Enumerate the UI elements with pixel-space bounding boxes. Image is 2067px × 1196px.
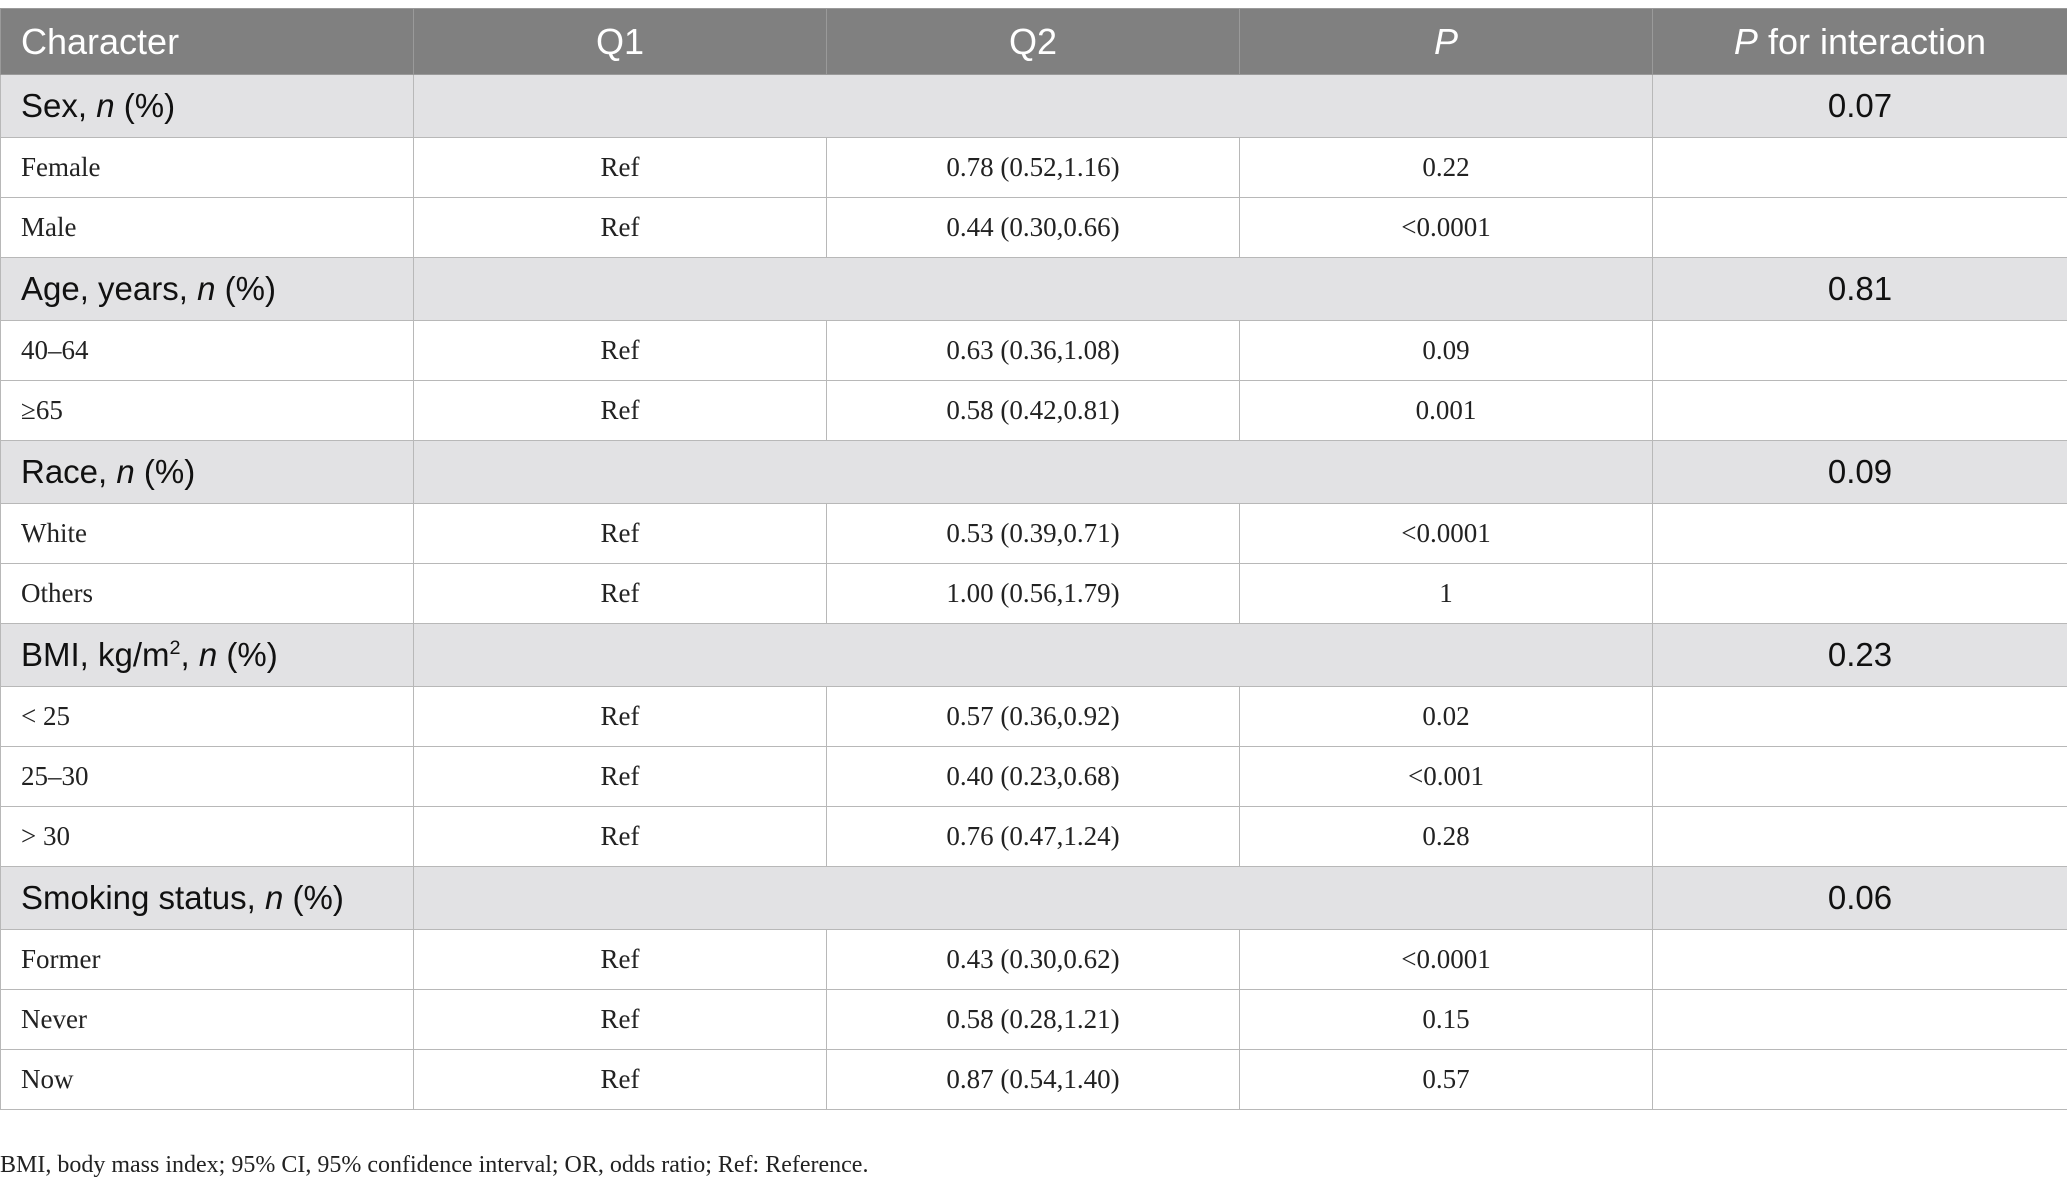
row-label: White [1, 504, 414, 564]
row-p-value: 0.57 [1240, 1050, 1653, 1110]
group-header-row [1, 867, 2067, 930]
row-q2-value: 0.87 (0.54,1.40) [827, 1050, 1240, 1110]
row-p-value: <0.0001 [1240, 198, 1653, 258]
header-p-interaction-text: for interaction [1757, 20, 1987, 62]
table-row [1, 747, 2067, 807]
header-character: Character [1, 9, 414, 75]
group-label-suffix: (%) [134, 453, 196, 490]
group-empty-span-cell [414, 75, 1653, 138]
row-q2-value: 0.63 (0.36,1.08) [827, 321, 1240, 381]
row-q2-value: 0.58 (0.42,0.81) [827, 381, 1240, 441]
group-empty-span-cell [414, 258, 1653, 321]
row-label: Others [1, 564, 414, 624]
group-label-suffix: (%) [114, 87, 176, 124]
row-q1-value: Ref [414, 747, 827, 807]
header-p [1240, 9, 1653, 75]
row-q1-value: Ref [414, 381, 827, 441]
row-p-interaction-empty [1653, 807, 2067, 867]
row-label: ≥65 [1, 381, 414, 441]
row-label: 25–30 [1, 747, 414, 807]
row-q1-value: Ref [414, 198, 827, 258]
row-p-value: <0.001 [1240, 747, 1653, 807]
row-p-interaction-empty [1653, 687, 2067, 747]
row-q1-value: Ref [414, 807, 827, 867]
row-label: < 25 [1, 687, 414, 747]
row-p-interaction-empty [1653, 930, 2067, 990]
row-q2-value: 0.44 (0.30,0.66) [827, 198, 1240, 258]
subgroup-analysis-table [0, 8, 2067, 1110]
group-label-suffix: (%) [283, 879, 344, 916]
row-q2-value: 0.40 (0.23,0.68) [827, 747, 1240, 807]
group-p-interaction: 0.81 [1653, 258, 2067, 321]
row-p-interaction-empty [1653, 1050, 2067, 1110]
group-label-prefix: BMI, kg/m [21, 636, 170, 673]
row-q1-value: Ref [414, 138, 827, 198]
group-label-prefix: Age, years, [21, 270, 198, 307]
row-q2-value: 0.43 (0.30,0.62) [827, 930, 1240, 990]
group-label-suffix: (%) [217, 636, 278, 673]
row-p-value: <0.0001 [1240, 504, 1653, 564]
table-header-row [1, 9, 2067, 75]
row-label: Male [1, 198, 414, 258]
header-p-interaction [1653, 9, 2067, 75]
row-q1-value: Ref [414, 930, 827, 990]
table-row [1, 564, 2067, 624]
row-p-value: 1 [1240, 564, 1653, 624]
group-header-row [1, 75, 2067, 138]
group-label [1, 867, 414, 930]
row-q1-value: Ref [414, 321, 827, 381]
table-row [1, 1050, 2067, 1110]
row-p-interaction-empty [1653, 747, 2067, 807]
group-header-row [1, 441, 2067, 504]
group-label-italic: n [197, 270, 216, 307]
row-q1-value: Ref [414, 504, 827, 564]
row-p-interaction-empty [1653, 321, 2067, 381]
row-label: Now [1, 1050, 414, 1110]
header-q1: Q1 [414, 9, 827, 75]
table-row [1, 687, 2067, 747]
row-q2-value: 1.00 (0.56,1.79) [827, 564, 1240, 624]
row-p-value: 0.28 [1240, 807, 1653, 867]
group-label-prefix-continued: , [180, 636, 199, 673]
row-label: > 30 [1, 807, 414, 867]
group-label [1, 258, 414, 321]
group-p-interaction: 0.06 [1653, 867, 2067, 930]
row-p-interaction-empty [1653, 990, 2067, 1050]
row-p-interaction-empty [1653, 504, 2067, 564]
row-p-value: 0.22 [1240, 138, 1653, 198]
header-q2: Q2 [827, 9, 1240, 75]
row-q1-value: Ref [414, 1050, 827, 1110]
table-row [1, 504, 2067, 564]
table-row [1, 381, 2067, 441]
group-label-italic: n [198, 636, 218, 673]
group-empty-span-cell [414, 441, 1653, 504]
group-label [1, 624, 414, 687]
group-label-italic: n [96, 87, 115, 124]
group-label-suffix: (%) [215, 270, 276, 307]
row-p-interaction-empty [1653, 138, 2067, 198]
group-label-prefix: Race, [21, 453, 117, 490]
row-p-value: 0.02 [1240, 687, 1653, 747]
row-q2-value: 0.78 (0.52,1.16) [827, 138, 1240, 198]
table-row [1, 321, 2067, 381]
row-p-interaction-empty [1653, 564, 2067, 624]
group-label-italic: n [264, 879, 284, 916]
group-label-superscript: 2 [169, 637, 181, 659]
row-label: Female [1, 138, 414, 198]
row-q1-value: Ref [414, 990, 827, 1050]
table-footnote: BMI, body mass index; 95% CI, 95% confidence interval; OR, odds ratio; Ref: Reference. [0, 1152, 869, 1178]
table-row [1, 807, 2067, 867]
header-p-interaction-italic: P [1733, 20, 1758, 62]
group-p-interaction: 0.07 [1653, 75, 2067, 138]
row-p-interaction-empty [1653, 381, 2067, 441]
group-header-row [1, 258, 2067, 321]
row-p-interaction-empty [1653, 198, 2067, 258]
row-p-value: 0.001 [1240, 381, 1653, 441]
group-label-prefix: Sex, [21, 87, 97, 124]
group-label-italic: n [116, 453, 135, 490]
row-label: Never [1, 990, 414, 1050]
row-p-value: 0.09 [1240, 321, 1653, 381]
row-q2-value: 0.58 (0.28,1.21) [827, 990, 1240, 1050]
row-q2-value: 0.53 (0.39,0.71) [827, 504, 1240, 564]
header-p-italic: P [1433, 20, 1458, 62]
group-empty-span-cell [414, 624, 1653, 687]
group-label [1, 441, 414, 504]
table-body [1, 75, 2067, 1110]
table-row [1, 990, 2067, 1050]
row-q1-value: Ref [414, 564, 827, 624]
row-label: Former [1, 930, 414, 990]
table-row [1, 138, 2067, 198]
row-p-value: <0.0001 [1240, 930, 1653, 990]
group-empty-span-cell [414, 867, 1653, 930]
row-label: 40–64 [1, 321, 414, 381]
group-header-row [1, 624, 2067, 687]
row-q2-value: 0.76 (0.47,1.24) [827, 807, 1240, 867]
table-row [1, 198, 2067, 258]
group-label [1, 75, 414, 138]
group-p-interaction: 0.09 [1653, 441, 2067, 504]
group-p-interaction: 0.23 [1653, 624, 2067, 687]
row-p-value: 0.15 [1240, 990, 1653, 1050]
row-q2-value: 0.57 (0.36,0.92) [827, 687, 1240, 747]
row-q1-value: Ref [414, 687, 827, 747]
subgroup-table-container [0, 8, 2067, 1110]
group-label-prefix: Smoking status, [21, 879, 265, 916]
table-row [1, 930, 2067, 990]
